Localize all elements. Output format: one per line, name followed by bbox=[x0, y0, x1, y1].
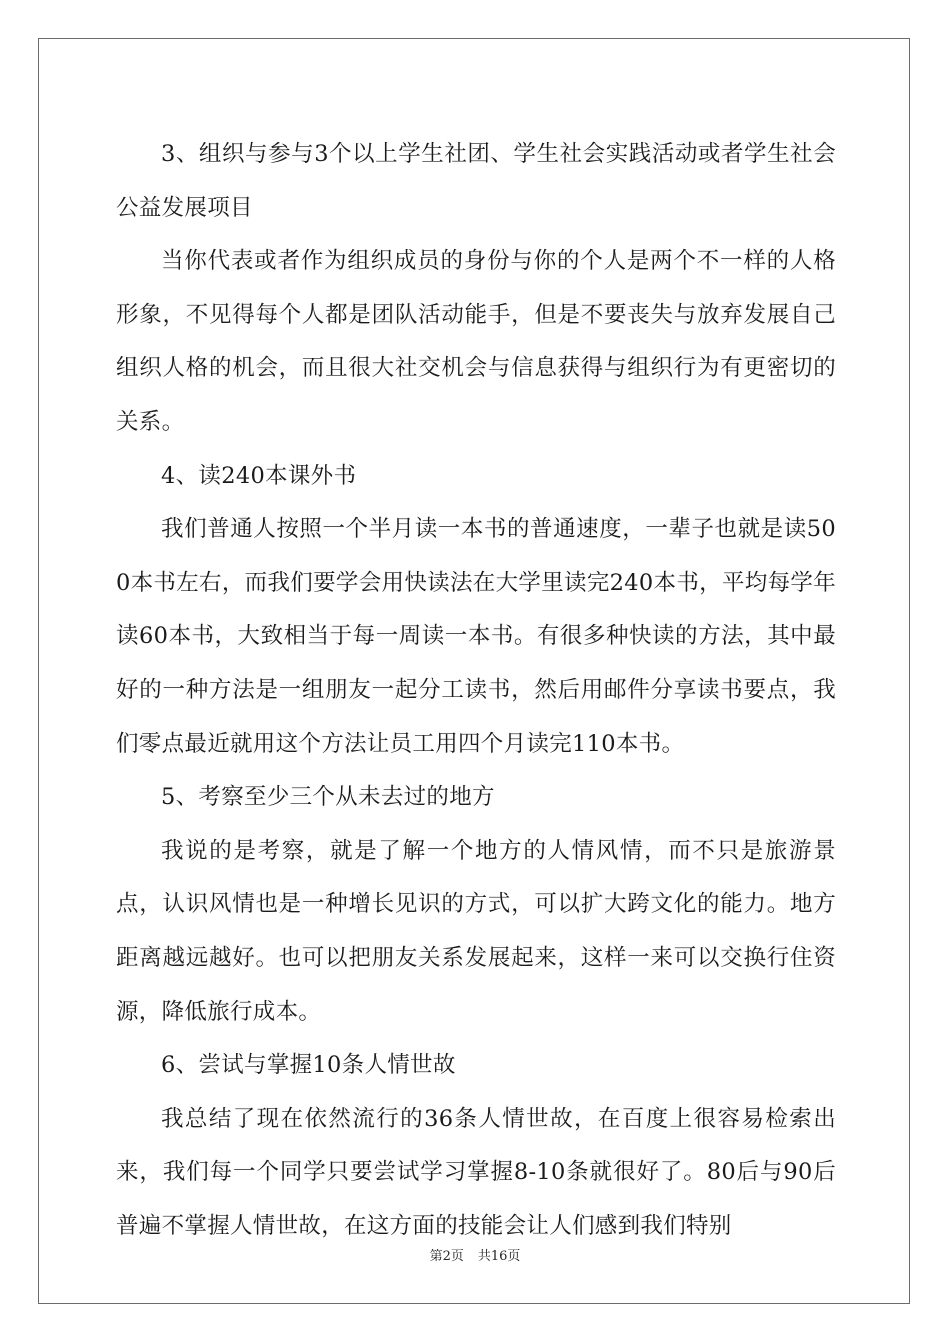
page-footer bbox=[0, 1249, 950, 1265]
body-paragraph: 我总结了现在依然流行的36条人情世故，在百度上很容易检索出来，我们每一个同学只要尝试学习掌握8-10条就很好了。80后与90后普遍不掌握人情世故，在这方面的技能会让人们感到我们特别 bbox=[116, 1105, 836, 1239]
page-number-total: 共16页 bbox=[477, 1249, 521, 1264]
heading-item-5: 5、考察至少三个从未去过的地方 bbox=[161, 784, 495, 811]
heading-item-4: 4、读240本课外书 bbox=[161, 462, 357, 489]
body-paragraph: 当你代表或者作为组织成员的身份与你的个人是两个不一样的人格形象，不见得每个人都是团队活动能手，但是不要丧失与放弃发展自己组织人格的机会，而且很大社交机会与信息获得与组织行为有更密切的关系。 bbox=[116, 248, 836, 435]
heading-item-3: 3、组织与参与3个以上学生社团、学生社会实践活动或者学生社会公益发展项目 bbox=[116, 141, 836, 221]
body-paragraph: 我们普通人按照一个半月读一本书的普通速度，一辈子也就是读500本书左右，而我们要学会用快读法在大学里读完240本书，平均每学年读60本书，大致相当于每一周读一本书。有很多种快读的方法，其中最好的一种方法是一组朋友一起分工读书，然后用邮件分享读书要点，我们零点最近就用这个方法让员工用四个月读完110本书。 bbox=[116, 516, 836, 757]
page-number-current: 第2页 bbox=[429, 1249, 464, 1264]
document-body bbox=[116, 128, 836, 1253]
heading-item-6: 6、尝试与掌握10条人情世故 bbox=[161, 1052, 456, 1079]
body-paragraph: 我说的是考察，就是了解一个地方的人情风情，而不只是旅游景点，认识风情也是一种增长见识的方式，可以扩大跨文化的能力。地方距离越远越好。也可以把朋友关系发展起来，这样一来可以交换行住资源，降低旅行成本。 bbox=[116, 837, 836, 1025]
